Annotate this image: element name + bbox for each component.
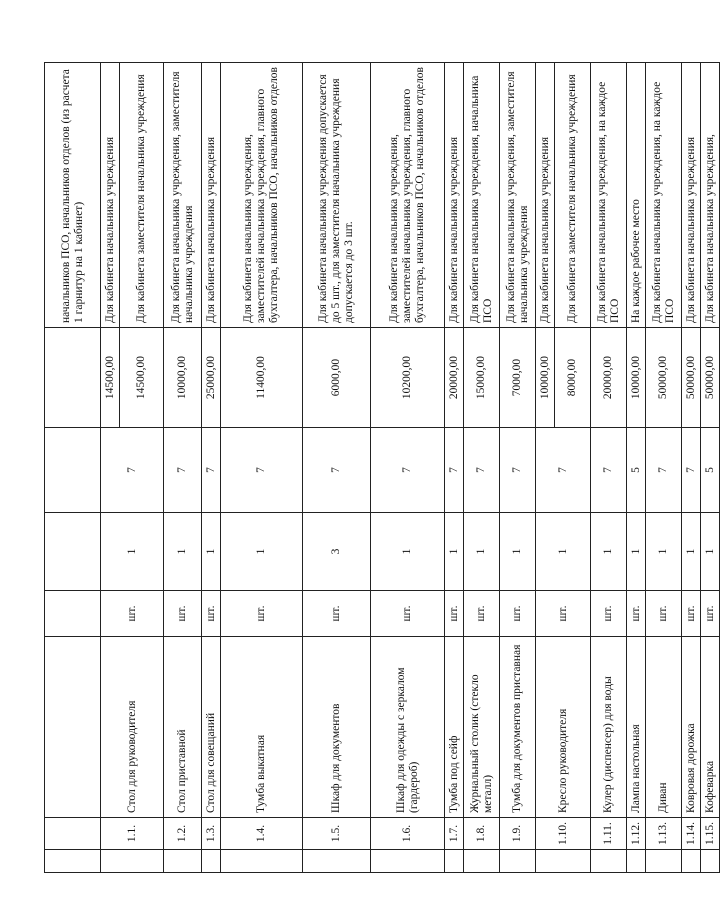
item-name: Тумба выкатная [221,637,303,818]
quantity-cell: 1 [701,513,720,591]
table-row [164,63,202,873]
note-cell: Для кабинета начальника учреждения, заместителей начальника учреждения, главного бухгалтера, начальников ПСО, начальников отделов [371,63,445,328]
blank-cell [45,637,101,818]
price-cell: 25000,00 [202,328,221,428]
row-number: 1.10. [536,818,591,850]
table-row [371,63,445,873]
row-number: 1.7. [445,818,464,850]
row-number: 1.12. [627,818,646,850]
quantity-cell: 1 [646,513,682,591]
item-name: Стол для совещаний [202,637,221,818]
blank-cell [371,850,445,873]
blank-cell [591,850,627,873]
unit-cell: шт. [303,591,371,637]
blank-cell [682,850,701,873]
price-cell: 50000,00 [646,328,682,428]
note-cell: Для кабинета начальника учреждения [445,63,464,328]
item-name: Лампа настольная [627,637,646,818]
note-cell: Для кабинета начальника учреждения, заместителей начальника учреждения, главного бухгалтера, начальников ПСО, начальников отделов [221,63,303,328]
row-number: 1.13. [646,818,682,850]
quantity-cell: 1 [101,513,164,591]
quantity-cell: 1 [536,513,591,591]
service-life-cell: 7 [682,428,701,513]
price-cell: 20000,00 [445,328,464,428]
table-row [101,63,120,873]
unit-cell: шт. [500,591,536,637]
unit-cell: шт. [646,591,682,637]
item-name: Журнальный столик (стекло металл) [464,637,500,818]
blank-cell [303,850,371,873]
price-cell: 14500,00 [120,328,164,428]
unit-cell: шт. [464,591,500,637]
item-name: Кулер (диспенсер) для воды [591,637,627,818]
row-number: 1.2. [164,818,202,850]
quantity-cell: 1 [202,513,221,591]
quantity-cell: 1 [445,513,464,591]
item-name: Кофеварка [701,637,720,818]
item-name: Стол для руководителя [101,637,164,818]
table-row [202,63,221,873]
row-number: 1.1. [101,818,164,850]
blank-cell [445,850,464,873]
note-cell: Для кабинета начальника учреждения [682,63,701,328]
price-cell: 7000,00 [500,328,536,428]
blank-cell [202,850,221,873]
item-name: Ковровая дорожка [682,637,701,818]
quantity-cell: 1 [591,513,627,591]
furniture-norms-table [44,62,720,873]
price-cell: 20000,00 [591,328,627,428]
price-cell: 11400,00 [221,328,303,428]
row-number: 1.9. [500,818,536,850]
price-cell: 10000,00 [536,328,555,428]
note-cell: Для кабинета начальника учреждения [536,63,555,328]
price-cell: 50000,00 [682,328,701,428]
service-life-cell: 7 [464,428,500,513]
blank-cell [45,818,101,850]
service-life-cell: 7 [101,428,164,513]
service-life-cell: 7 [371,428,445,513]
row-number: 1.11. [591,818,627,850]
note-cell: Для кабинета заместителя начальника учреждения [555,63,591,328]
item-name: Диван [646,637,682,818]
item-name: Шкаф для одежды с зеркалом (гардероб) [371,637,445,818]
table-row [646,63,682,873]
unit-cell: шт. [701,591,720,637]
quantity-cell: 1 [627,513,646,591]
row-number: 1.6. [371,818,445,850]
blank-cell [646,850,682,873]
blank-cell [45,513,101,591]
quantity-cell: 1 [500,513,536,591]
price-cell: 14500,00 [101,328,120,428]
continuation-row [45,63,101,873]
item-name: Тумба под сейф [445,637,464,818]
unit-cell: шт. [627,591,646,637]
table-row [701,63,720,873]
price-cell: 6000,00 [303,328,371,428]
item-name: Шкаф для документов [303,637,371,818]
unit-cell: шт. [202,591,221,637]
price-cell: 10000,00 [164,328,202,428]
table-row [464,63,500,873]
row-number: 1.4. [221,818,303,850]
service-life-cell: 7 [164,428,202,513]
service-life-cell: 7 [536,428,591,513]
note-cell: Для кабинета заместителя начальника учреждения [120,63,164,328]
table-row [221,63,303,873]
price-cell: 8000,00 [555,328,591,428]
table-row [303,63,371,873]
note-cell: начальников ПСО, начальников отделов (из расчета 1 гарнитур на 1 кабинет) [45,63,101,328]
quantity-cell: 1 [464,513,500,591]
quantity-cell: 1 [682,513,701,591]
table-row [536,63,555,873]
note-cell: Для кабинета начальника учреждения [202,63,221,328]
service-life-cell: 7 [445,428,464,513]
note-cell: Для кабинета начальника учреждения [101,63,120,328]
service-life-cell: 7 [646,428,682,513]
unit-cell: шт. [591,591,627,637]
item-name: Стол приставной [164,637,202,818]
row-number: 1.8. [464,818,500,850]
service-life-cell: 5 [701,428,720,513]
service-life-cell: 7 [591,428,627,513]
blank-cell [500,850,536,873]
blank-cell [45,328,101,428]
row-number: 1.3. [202,818,221,850]
price-cell: 50000,00 [701,328,720,428]
table-row [445,63,464,873]
blank-cell [164,850,202,873]
item-name: Кресло руководителя [536,637,591,818]
blank-cell [221,850,303,873]
note-cell: Для кабинета начальника учреждения, [701,63,720,328]
note-cell: Для кабинета начальника учреждения допускается до 5 шт., для заместителя начальника учреждения допускается до 3 шт. [303,63,371,328]
price-cell: 10000,00 [627,328,646,428]
row-number: 1.14. [682,818,701,850]
table-row [682,63,701,873]
unit-cell: шт. [445,591,464,637]
quantity-cell: 1 [164,513,202,591]
quantity-cell: 1 [221,513,303,591]
price-cell: 10200,00 [371,328,445,428]
unit-cell: шт. [682,591,701,637]
quantity-cell: 1 [371,513,445,591]
quantity-cell: 3 [303,513,371,591]
service-life-cell: 7 [221,428,303,513]
unit-cell: шт. [164,591,202,637]
table-row [500,63,536,873]
blank-cell [536,850,591,873]
blank-cell [45,591,101,637]
unit-cell: шт. [371,591,445,637]
unit-cell: шт. [221,591,303,637]
note-cell: Для кабинета начальника учреждения, заместителя начальника учреждения [164,63,202,328]
table-row [627,63,646,873]
service-life-cell: 7 [500,428,536,513]
note-cell: Для кабинета начальника учреждения, на каждое ПСО [591,63,627,328]
blank-cell [45,850,101,873]
unit-cell: шт. [101,591,164,637]
blank-cell [464,850,500,873]
unit-cell: шт. [536,591,591,637]
blank-cell [627,850,646,873]
price-cell: 15000,00 [464,328,500,428]
blank-cell [701,850,720,873]
note-cell: Для кабинета начальника учреждения, начальника ПСО [464,63,500,328]
row-number: 1.15. [701,818,720,850]
note-cell: Для кабинета начальника учреждения, на каждое ПСО [646,63,682,328]
note-cell: Для кабинета начальника учреждения, заместителя начальника учреждения [500,63,536,328]
service-life-cell: 7 [303,428,371,513]
blank-cell [101,850,164,873]
blank-cell [45,428,101,513]
table-row [591,63,627,873]
service-life-cell: 7 [202,428,221,513]
item-name: Тумба для документов приставная [500,637,536,818]
row-number: 1.5. [303,818,371,850]
note-cell: На каждое рабочее место [627,63,646,328]
service-life-cell: 5 [627,428,646,513]
